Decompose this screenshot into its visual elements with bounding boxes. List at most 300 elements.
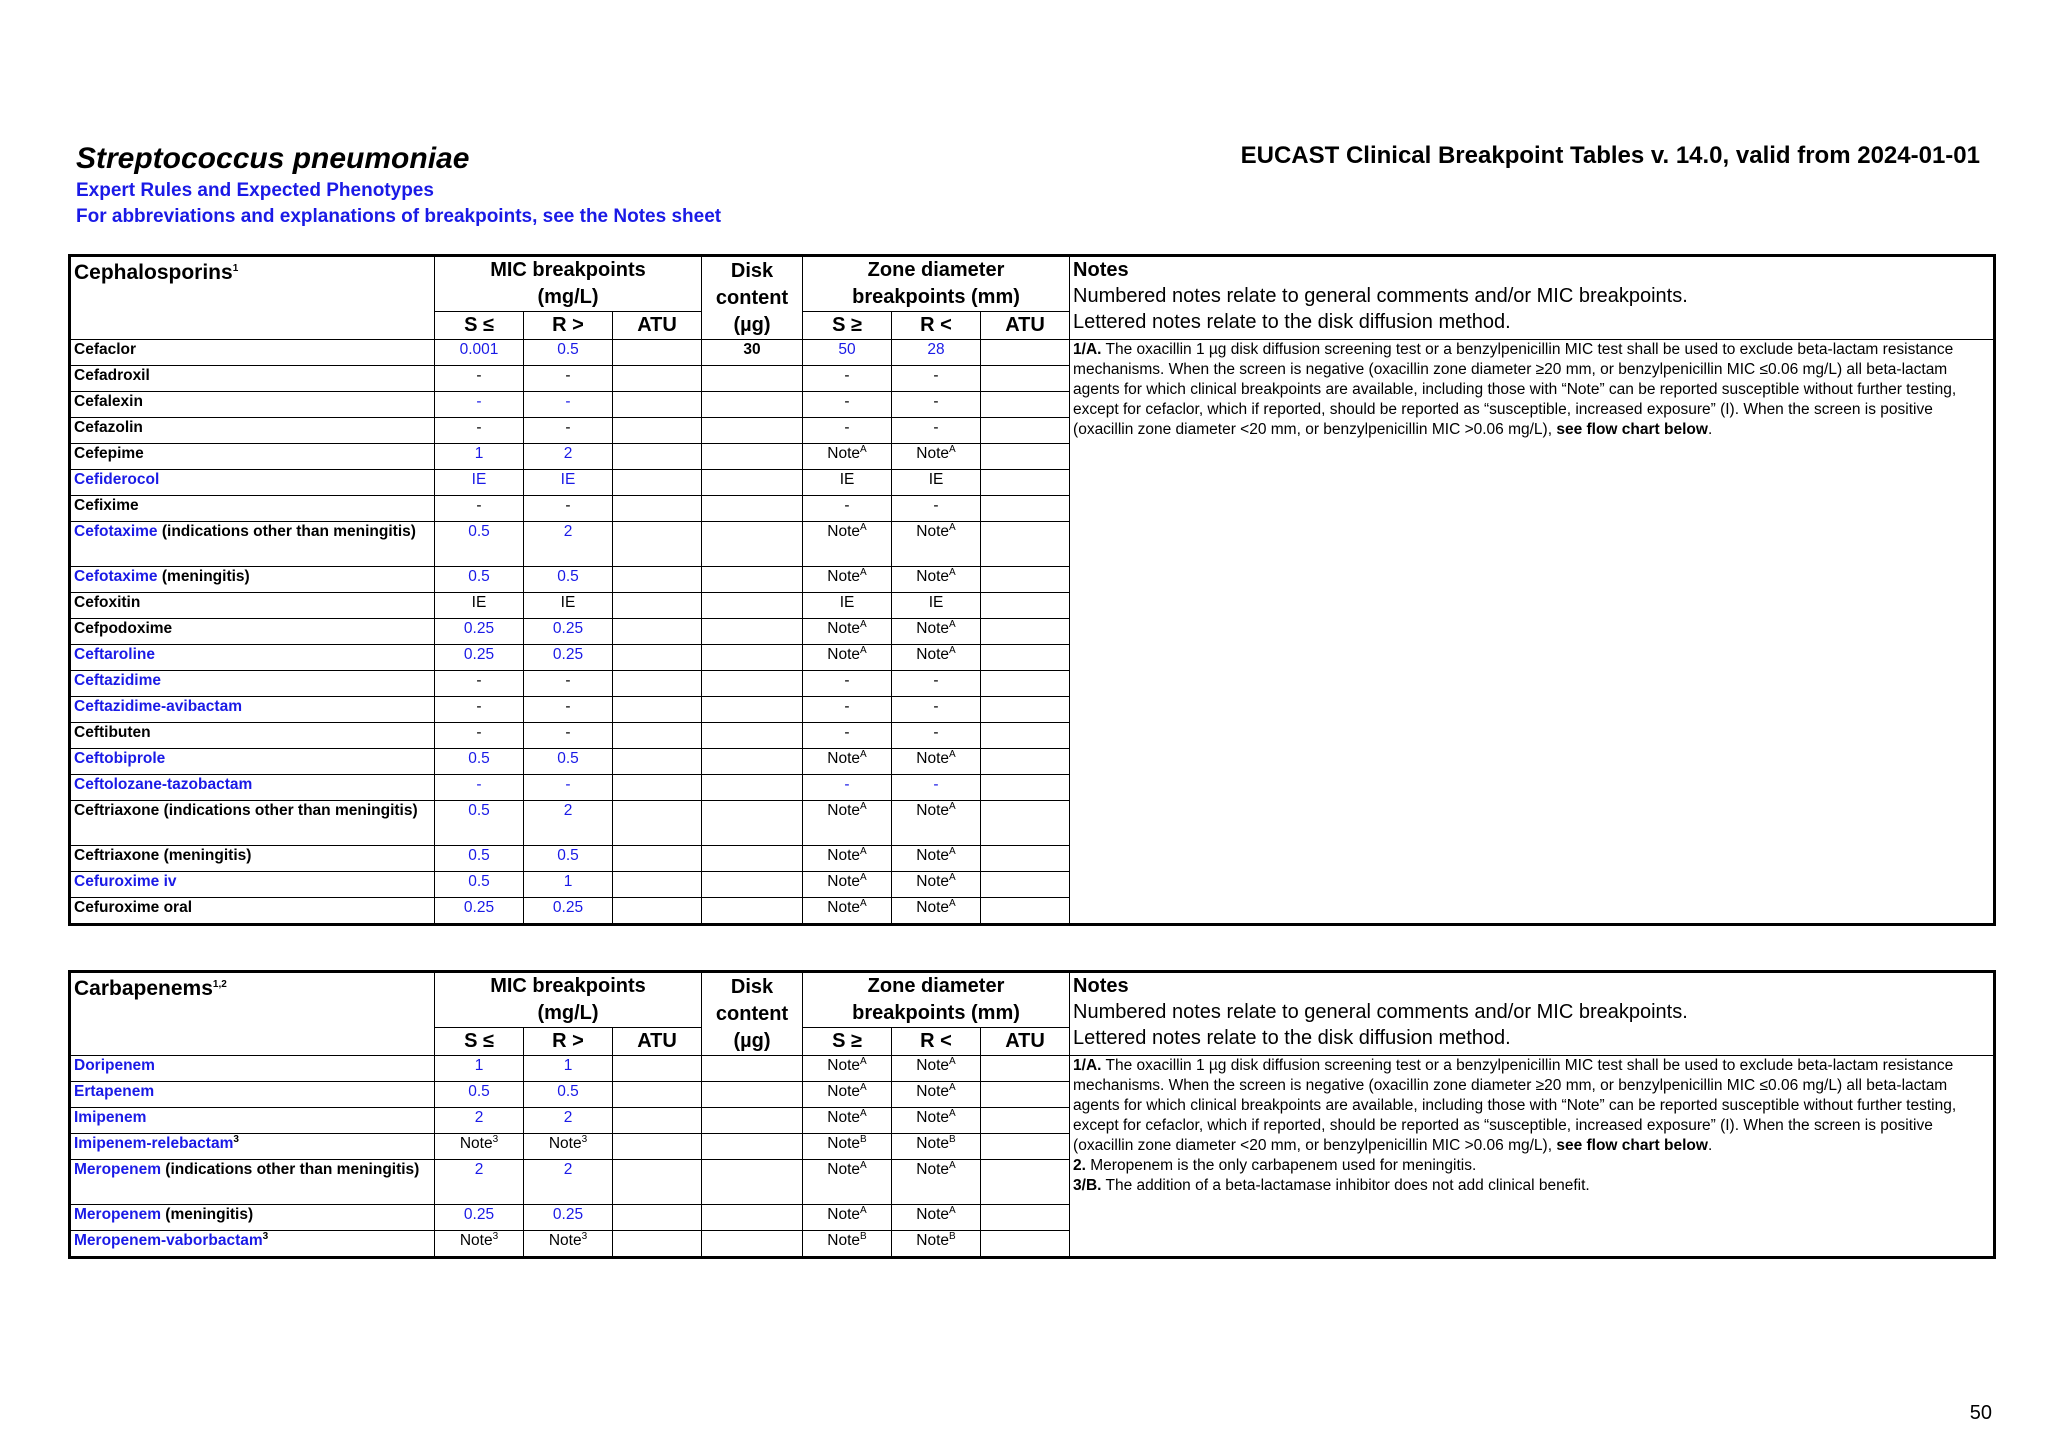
disk-content-value: [702, 392, 803, 418]
drug-name-cell: [71, 846, 435, 872]
drug-name[interactable]: Cefotaxime: [74, 523, 158, 540]
mic-r-value-text: 2: [563, 1109, 573, 1126]
drug-name: Cefadroxil: [74, 367, 150, 384]
mic-s-value-text: -: [476, 497, 482, 514]
zone-r-value: [892, 671, 981, 697]
drug-name[interactable]: Meropenem: [74, 1161, 161, 1178]
zone-s-value-text: Note: [827, 1083, 861, 1100]
table-row: [71, 340, 1994, 366]
mic-note-ref: 3: [492, 1133, 499, 1145]
zone-atu-value: [981, 872, 1070, 898]
mic-r-value-text: 2: [563, 802, 573, 819]
mic-s-value-text: 0.5: [468, 1083, 490, 1100]
mic-r-value: [524, 671, 613, 697]
zone-s-value-text: Note: [827, 873, 861, 890]
zone-s-value: [803, 470, 892, 496]
drug-name-cell: [71, 496, 435, 522]
zone-s-value: [803, 366, 892, 392]
zone-atu-header: ATU: [981, 1028, 1070, 1056]
drug-name-cell[interactable]: [71, 1056, 435, 1082]
mic-s-value: [435, 392, 524, 418]
mic-atu-value: [613, 1082, 702, 1108]
mic-r-value-text: 2: [563, 445, 573, 462]
disk-content-value: [702, 496, 803, 522]
mic-s-value: [435, 444, 524, 470]
disk-title-2: content: [715, 1002, 789, 1025]
notes-line-1: Numbered notes relate to general comments and/or MIC breakpoints.: [1073, 285, 1688, 307]
zone-r-value-text: -: [933, 419, 939, 436]
zone-header: [803, 257, 1070, 312]
zone-s-value-text: Note: [827, 899, 861, 916]
drug-name[interactable]: Doripenem: [74, 1057, 155, 1074]
zone-r-value-text: Note: [916, 899, 950, 916]
zone-atu-value: [981, 723, 1070, 749]
zone-atu-value: [981, 749, 1070, 775]
zone-r-value: [892, 749, 981, 775]
mic-atu-value: [613, 366, 702, 392]
disk-unit: (µg): [733, 1029, 771, 1052]
zone-note-ref: A: [949, 748, 956, 760]
notes-sheet-link[interactable]: For abbreviations and explanations of breakpoints, see the Notes sheet: [76, 206, 722, 227]
mic-r-value-text: 0.5: [557, 847, 579, 864]
drug-name-cell[interactable]: [71, 1231, 435, 1257]
zone-atu-value: [981, 444, 1070, 470]
group-name: Carbapenems: [74, 977, 213, 1000]
group-footnote: 1: [232, 263, 239, 274]
mic-s-value-text: 0.001: [459, 341, 499, 358]
zone-note-ref: A: [860, 521, 867, 533]
disk-unit: (µg): [733, 313, 771, 336]
disk-content-value: [702, 1056, 803, 1082]
zone-r-value: [892, 1108, 981, 1134]
drug-name: Ceftriaxone: [74, 847, 160, 864]
note-label: 2.: [1073, 1157, 1086, 1174]
notes-cell: [1070, 1056, 1994, 1257]
mic-s-value: [435, 366, 524, 392]
zone-r-value: [892, 567, 981, 593]
zone-atu-value: [981, 645, 1070, 671]
zone-r-value: [892, 801, 981, 846]
mic-r-value: [524, 470, 613, 496]
note-link-text[interactable]: see flow chart below: [1556, 421, 1708, 438]
mic-atu-value: [613, 1160, 702, 1205]
zone-atu-value: [981, 567, 1070, 593]
drug-name-cell[interactable]: [71, 645, 435, 671]
zone-r-value: [892, 444, 981, 470]
zone-r-value-text: Note: [916, 750, 950, 767]
zone-s-value: [803, 801, 892, 846]
disk-header: [702, 973, 803, 1056]
zone-note-ref: B: [860, 1133, 867, 1145]
zone-note-ref: A: [860, 1204, 867, 1216]
expert-rules-link[interactable]: Expert Rules and Expected Phenotypes: [76, 180, 434, 201]
zone-note-ref: A: [860, 566, 867, 578]
mic-s-value: [435, 1056, 524, 1082]
zone-s-value-text: Note: [827, 646, 861, 663]
drug-name-cell: [71, 723, 435, 749]
disk-content-value: [702, 1205, 803, 1231]
drug-name-cell: [71, 593, 435, 619]
table-row: [71, 1056, 1994, 1082]
note-end: .: [1707, 421, 1713, 438]
zone-s-value-text: -: [844, 672, 850, 689]
mic-s-value: [435, 496, 524, 522]
zone-note-ref: B: [860, 1230, 867, 1242]
drug-name-cell[interactable]: [71, 697, 435, 723]
zone-atu-value: [981, 619, 1070, 645]
drug-name-cell[interactable]: [71, 1205, 435, 1231]
mic-r-value-text: IE: [560, 471, 576, 488]
zone-note-ref: A: [860, 871, 867, 883]
drug-name: Ceftriaxone: [74, 802, 160, 819]
zone-s-value-text: 50: [838, 341, 856, 358]
group-name: Cephalosporins: [74, 261, 233, 284]
zone-s-value-text: Note: [827, 1161, 861, 1178]
zone-r-value-text: -: [933, 367, 939, 384]
mic-r-value-text: 0.25: [552, 646, 584, 663]
disk-title: Disk: [730, 975, 774, 998]
zone-note-ref: A: [949, 443, 956, 455]
zone-note-ref: A: [949, 1159, 956, 1171]
disk-content-value: [702, 801, 803, 846]
zone-atu-value: [981, 775, 1070, 801]
zone-note-ref: A: [949, 800, 956, 812]
drug-name[interactable]: Ceftolozane-tazobactam: [74, 776, 253, 793]
mic-atu-value: [613, 723, 702, 749]
zone-r-value: [892, 366, 981, 392]
mic-unit: (mg/L): [537, 286, 599, 308]
disk-content-value: [702, 1231, 803, 1257]
zone-s-value-text: Note: [827, 1232, 861, 1249]
zone-s-value: [803, 392, 892, 418]
zone-r-value-text: Note: [916, 646, 950, 663]
note-link-text[interactable]: see flow chart below: [1556, 1137, 1708, 1154]
zone-r-value-text: Note: [916, 568, 950, 585]
mic-s-value-text: -: [476, 776, 482, 793]
mic-r-value-text: Note: [548, 1232, 582, 1249]
zone-s-value: [803, 846, 892, 872]
zone-s-value: [803, 1056, 892, 1082]
zone-atu-value: [981, 1082, 1070, 1108]
mic-r-value-text: -: [565, 672, 571, 689]
zone-note-ref: A: [860, 1055, 867, 1067]
zone-s-value: [803, 1205, 892, 1231]
mic-atu-header: ATU: [613, 1028, 702, 1056]
mic-s-value: [435, 340, 524, 366]
drug-name-cell[interactable]: [71, 872, 435, 898]
mic-r-value: [524, 567, 613, 593]
mic-s-value: [435, 470, 524, 496]
zone-note-ref: A: [949, 644, 956, 656]
mic-r-value: [524, 1056, 613, 1082]
zone-atu-value: [981, 1108, 1070, 1134]
drug-name-cell: [71, 366, 435, 392]
drug-name[interactable]: Cefuroxime iv: [74, 873, 177, 890]
zone-s-value-text: Note: [827, 523, 861, 540]
mic-r-value-text: 0.5: [557, 750, 579, 767]
mic-s-value-text: -: [476, 724, 482, 741]
notes-title: [1073, 257, 1990, 283]
zone-s-value: [803, 593, 892, 619]
zone-r-value: [892, 1056, 981, 1082]
zone-r-value-text: -: [933, 724, 939, 741]
zone-r-value-text: -: [933, 672, 939, 689]
disk-content-value: [702, 1108, 803, 1134]
drug-name-cell[interactable]: [71, 567, 435, 593]
note-text: Meropenem is the only carbapenem used for meningitis.: [1085, 1157, 1477, 1174]
zone-r-value: [892, 723, 981, 749]
drug-name[interactable]: Ceftazidime-avibactam: [74, 698, 242, 715]
mic-r-value-text: -: [565, 724, 571, 741]
mic-atu-value: [613, 749, 702, 775]
notes-title-text: Notes: [1073, 259, 1129, 281]
drug-name-cell: [71, 898, 435, 924]
zone-atu-value: [981, 522, 1070, 567]
zone-s-value-text: Note: [827, 445, 861, 462]
zone-r-value-text: IE: [928, 471, 944, 488]
zone-note-ref: A: [949, 618, 956, 630]
zone-r-value: [892, 1160, 981, 1205]
mic-atu-value: [613, 496, 702, 522]
note-text: The oxacillin 1 µg disk diffusion screening test or a benzylpenicillin MIC test shall be used to exclude beta-lactam resistance mechanisms. When the screen is negative (oxacillin zone diameter ≥20 mm, or benzylpenicillin MIC ≤0.06 mg/L) all beta-lactam agents for which clinical breakpoints are available, including those with “Note” can be reported susceptible without further testing, except for cefaclor, which if reported, should be reported as “susceptible, increased exposure” (I). When the screen is positive (oxacillin zone diameter <20 mm, or benzylpenicillin MIC >0.06 mg/L),: [1073, 341, 1957, 438]
zone-r-value: [892, 619, 981, 645]
zone-r-value-text: -: [933, 393, 939, 410]
zone-r-value-text: Note: [916, 1161, 950, 1178]
zone-r-value-text: Note: [916, 445, 950, 462]
mic-r-value: [524, 522, 613, 567]
mic-r-value-text: -: [565, 367, 571, 384]
zone-r-value: [892, 1231, 981, 1257]
mic-s-value-text: 0.5: [468, 847, 490, 864]
zone-s-value-text: -: [844, 393, 850, 410]
mic-atu-value: [613, 801, 702, 846]
mic-r-value-text: -: [565, 776, 571, 793]
mic-s-value: [435, 749, 524, 775]
mic-r-value-text: Note: [548, 1135, 582, 1152]
drug-indication: (meningitis): [161, 1206, 254, 1223]
drug-name-cell[interactable]: [71, 775, 435, 801]
zone-atu-header: ATU: [981, 312, 1070, 340]
mic-r-value: [524, 1160, 613, 1205]
notes-title: [1073, 973, 1990, 999]
mic-s-value: [435, 846, 524, 872]
drug-name[interactable]: Ceftaroline: [74, 646, 155, 663]
zone-r-value-text: Note: [916, 1083, 950, 1100]
mic-atu-value: [613, 645, 702, 671]
mic-r-value: [524, 846, 613, 872]
mic-note-ref: 3: [581, 1133, 588, 1145]
disk-content-value: [702, 619, 803, 645]
drug-name[interactable]: Ceftobiprole: [74, 750, 166, 767]
zone-atu-value: [981, 470, 1070, 496]
drug-name-cell[interactable]: [71, 522, 435, 567]
zone-r-value-text: Note: [916, 1232, 950, 1249]
drug-name[interactable]: Imipenem-relebactam: [74, 1135, 234, 1152]
group-header: [71, 973, 435, 1056]
notes-cell: [1070, 340, 1994, 924]
zone-s-value: [803, 1231, 892, 1257]
drug-name: Cefoxitin: [74, 594, 141, 611]
mic-s-value-text: IE: [471, 594, 487, 611]
zone-r-header: R <: [892, 1028, 981, 1056]
mic-s-value-text: 1: [474, 1057, 484, 1074]
zone-header: [803, 973, 1070, 1028]
drug-name-cell[interactable]: [71, 470, 435, 496]
mic-r-value-text: 0.25: [552, 1206, 584, 1223]
mic-s-value-text: 0.25: [463, 899, 495, 916]
zone-note-ref: A: [860, 644, 867, 656]
drug-name-cell[interactable]: [71, 1134, 435, 1160]
zone-r-value-text: Note: [916, 1206, 950, 1223]
group-header: [71, 257, 435, 340]
drug-footnote: 3: [233, 1133, 239, 1145]
zone-s-value: [803, 1108, 892, 1134]
notes-line-2: Lettered notes relate to the disk diffusion method.: [1073, 1027, 1511, 1049]
disk-content-value: [702, 366, 803, 392]
zone-r-value-text: Note: [916, 1109, 950, 1126]
zone-r-header: R <: [892, 312, 981, 340]
mic-s-value: [435, 593, 524, 619]
zone-s-value-text: Note: [827, 802, 861, 819]
zone-r-value: [892, 1205, 981, 1231]
disk-title-2: content: [715, 286, 789, 309]
zone-atu-value: [981, 846, 1070, 872]
mic-r-value: [524, 775, 613, 801]
zone-note-ref: A: [860, 1107, 867, 1119]
drug-name[interactable]: Cefotaxime: [74, 568, 158, 585]
mic-r-value: [524, 1205, 613, 1231]
zone-s-value: [803, 619, 892, 645]
zone-s-value-text: Note: [827, 1206, 861, 1223]
mic-r-value-text: -: [565, 393, 571, 410]
note-label: 1/A.: [1073, 341, 1102, 358]
mic-r-value-text: 2: [563, 523, 573, 540]
drug-name[interactable]: Ceftazidime: [74, 672, 161, 689]
zone-r-value: [892, 522, 981, 567]
mic-s-value: [435, 1082, 524, 1108]
zone-r-value-text: Note: [916, 1135, 950, 1152]
zone-note-ref: A: [860, 443, 867, 455]
mic-atu-value: [613, 619, 702, 645]
document-header: EUCAST Clinical Breakpoint Tables v. 14.0, valid from 2024-01-01: [1240, 142, 1980, 169]
drug-name-cell[interactable]: [71, 1160, 435, 1205]
zone-r-value: [892, 340, 981, 366]
disk-content-value: [702, 522, 803, 567]
zone-atu-value: [981, 366, 1070, 392]
mic-atu-value: [613, 775, 702, 801]
mic-s-value-text: 0.5: [468, 568, 490, 585]
zone-r-value: [892, 496, 981, 522]
zone-s-value-text: Note: [827, 1057, 861, 1074]
drug-name: Cefpodoxime: [74, 620, 173, 637]
zone-s-value: [803, 775, 892, 801]
drug-name[interactable]: Meropenem: [74, 1206, 161, 1223]
disk-content-value: [702, 872, 803, 898]
zone-r-value: [892, 898, 981, 924]
zone-s-value: [803, 522, 892, 567]
mic-atu-header: ATU: [613, 312, 702, 340]
zone-s-value-text: -: [844, 698, 850, 715]
drug-name[interactable]: Meropenem-vaborbactam: [74, 1232, 263, 1249]
mic-s-value-text: 0.5: [468, 873, 490, 890]
zone-s-value: [803, 1082, 892, 1108]
page-number: 50: [1969, 1402, 1992, 1424]
zone-s-value-text: -: [844, 724, 850, 741]
mic-note-ref: 3: [492, 1230, 499, 1242]
notes-header: [1070, 973, 1994, 1056]
mic-s-value: [435, 697, 524, 723]
mic-r-value: [524, 898, 613, 924]
drug-name[interactable]: Cefiderocol: [74, 471, 160, 488]
drug-name-cell[interactable]: [71, 1082, 435, 1108]
mic-s-value: [435, 723, 524, 749]
zone-note-ref: A: [949, 1081, 956, 1093]
note-paragraph: [1073, 1176, 1990, 1196]
zone-r-value: [892, 846, 981, 872]
mic-title: MIC breakpoints: [490, 975, 646, 997]
zone-s-value: [803, 496, 892, 522]
mic-s-value-text: 0.25: [463, 1206, 495, 1223]
note-text: The oxacillin 1 µg disk diffusion screening test or a benzylpenicillin MIC test shall be used to exclude beta-lactam resistance mechanisms. When the screen is negative (oxacillin zone diameter ≥20 mm, or benzylpenicillin MIC ≤0.06 mg/L) all beta-lactam agents for which clinical breakpoints are available, including those with “Note” can be reported susceptible without further testing, except for cefaclor, which if reported, should be reported as “susceptible, increased exposure” (I). When the screen is positive (oxacillin zone diameter <20 mm, or benzylpenicillin MIC >0.06 mg/L),: [1073, 1057, 1957, 1154]
zone-s-value-text: Note: [827, 847, 861, 864]
mic-s-value-text: Note: [459, 1135, 493, 1152]
zone-note-ref: A: [949, 897, 956, 909]
drug-footnote: 3: [262, 1230, 269, 1242]
zone-note-ref: A: [949, 871, 956, 883]
zone-note-ref: A: [860, 845, 867, 857]
drug-name-cell: [71, 340, 435, 366]
mic-s-value-text: -: [476, 393, 482, 410]
mic-s-value-text: Note: [459, 1232, 493, 1249]
mic-s-value-text: -: [476, 419, 482, 436]
drug-name: Cefepime: [74, 445, 144, 462]
drug-name-cell[interactable]: [71, 671, 435, 697]
mic-r-value: [524, 697, 613, 723]
mic-atu-value: [613, 872, 702, 898]
zone-note-ref: A: [949, 521, 956, 533]
mic-s-value-text: 2: [474, 1161, 484, 1178]
mic-note-ref: 3: [581, 1230, 588, 1242]
zone-s-value: [803, 340, 892, 366]
zone-atu-value: [981, 496, 1070, 522]
zone-note-ref: A: [949, 1107, 956, 1119]
zone-atu-value: [981, 697, 1070, 723]
zone-unit: breakpoints (mm): [852, 1002, 1020, 1024]
zone-r-value-text: IE: [928, 594, 944, 611]
drug-name-cell: [71, 801, 435, 846]
zone-note-ref: A: [860, 800, 867, 812]
mic-s-value-text: 0.25: [463, 646, 495, 663]
note-end: .: [1707, 1137, 1713, 1154]
drug-name[interactable]: Imipenem: [74, 1109, 147, 1126]
mic-atu-value: [613, 671, 702, 697]
drug-name-cell[interactable]: [71, 749, 435, 775]
mic-s-value: [435, 801, 524, 846]
zone-note-ref: B: [949, 1133, 956, 1145]
mic-s-value-text: 0.5: [468, 523, 490, 540]
mic-r-value: [524, 1134, 613, 1160]
mic-r-value-text: -: [565, 419, 571, 436]
mic-r-value-text: -: [565, 497, 571, 514]
zone-r-value: [892, 392, 981, 418]
disk-content-value: [702, 1134, 803, 1160]
zone-s-value-text: -: [844, 367, 850, 384]
zone-r-value-text: Note: [916, 847, 950, 864]
drug-name[interactable]: Ertapenem: [74, 1083, 155, 1100]
mic-s-value: [435, 1231, 524, 1257]
drug-name-cell[interactable]: [71, 1108, 435, 1134]
zone-r-value-text: -: [933, 698, 939, 715]
